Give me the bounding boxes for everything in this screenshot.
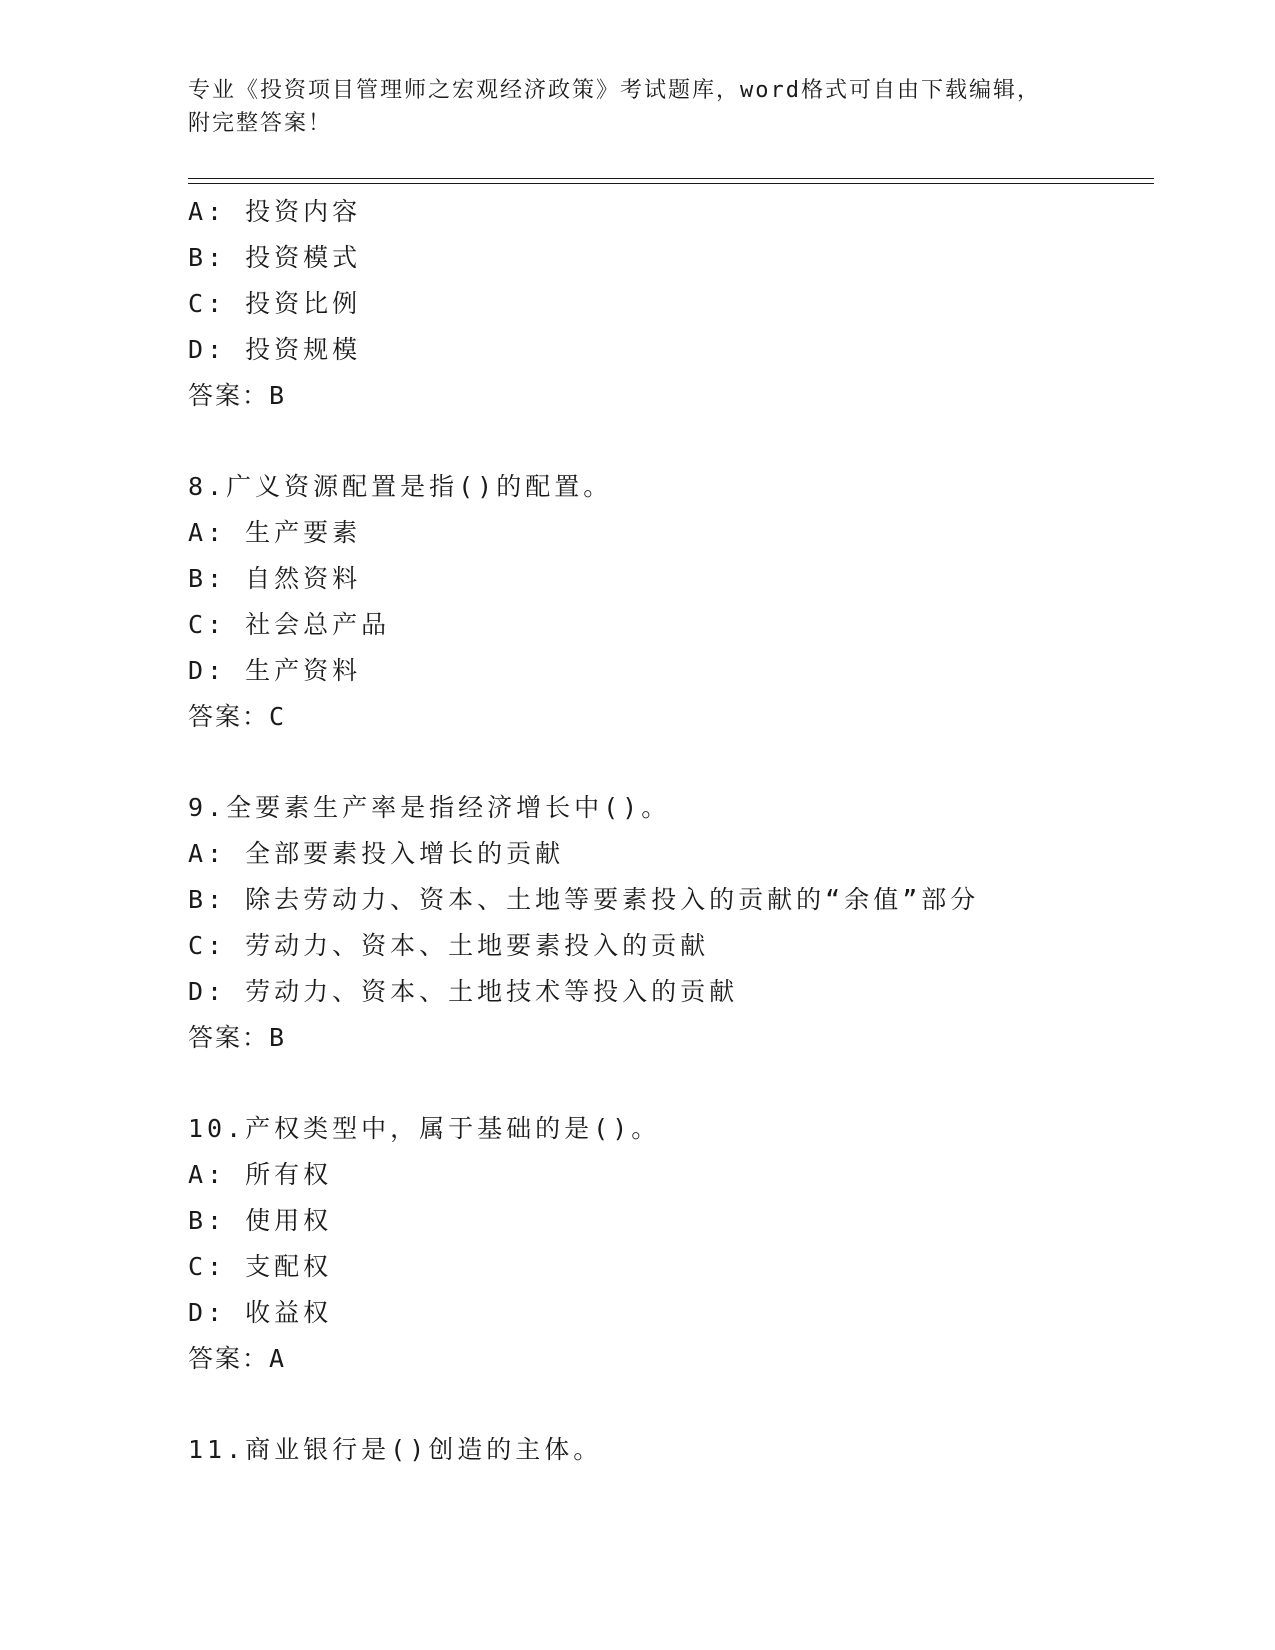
option-d: D: 生产资料 [188, 656, 362, 685]
option-a: A: 生产要素 [188, 518, 362, 547]
option-c: C: 支配权 [188, 1252, 333, 1281]
question-block-7 [188, 189, 1148, 419]
option-c: C: 社会总产品 [188, 610, 391, 639]
answer-line: 答案：B [188, 381, 287, 410]
question-block-10 [188, 1106, 1148, 1382]
option-d: D: 收益权 [188, 1298, 333, 1327]
answer-line: 答案：B [188, 1023, 287, 1052]
question-block-9 [188, 785, 1148, 1061]
document-header [188, 74, 1088, 140]
option-a: A: 投资内容 [188, 197, 362, 226]
spacer [188, 1382, 1148, 1427]
option-b: B: 自然资料 [188, 564, 362, 593]
option-c: C: 投资比例 [188, 289, 362, 318]
option-d: D: 投资规模 [188, 335, 362, 364]
header-line-1: 专业《投资项目管理师之宏观经济政策》考试题库，word格式可自由下载编辑， [188, 78, 1041, 103]
option-a: A: 所有权 [188, 1160, 333, 1189]
option-b: B: 除去劳动力、资本、土地等要素投入的贡献的“余值”部分 [188, 885, 980, 914]
spacer [188, 1061, 1148, 1106]
option-c: C: 劳动力、资本、土地要素投入的贡献 [188, 931, 710, 960]
question-block-11 [188, 1427, 1148, 1473]
header-rule-bottom [188, 183, 1154, 184]
question-text: 10.产权类型中，属于基础的是()。 [188, 1114, 661, 1143]
option-d: D: 劳动力、资本、土地技术等投入的贡献 [188, 977, 739, 1006]
option-a: A: 全部要素投入增长的贡献 [188, 839, 565, 868]
question-text: 11.商业银行是()创造的主体。 [188, 1435, 603, 1464]
header-line-2: 附完整答案！ [188, 111, 333, 136]
option-b: B: 使用权 [188, 1206, 333, 1235]
question-list [188, 189, 1148, 1473]
question-text: 9.全要素生产率是指经济增长中()。 [188, 793, 671, 822]
option-b: B: 投资模式 [188, 243, 362, 272]
question-block-8 [188, 464, 1148, 740]
header-rule-top [188, 178, 1154, 179]
spacer [188, 419, 1148, 464]
spacer [188, 740, 1148, 785]
answer-line: 答案：C [188, 702, 287, 731]
question-text: 8.广义资源配置是指()的配置。 [188, 472, 613, 501]
answer-line: 答案：A [188, 1344, 287, 1373]
